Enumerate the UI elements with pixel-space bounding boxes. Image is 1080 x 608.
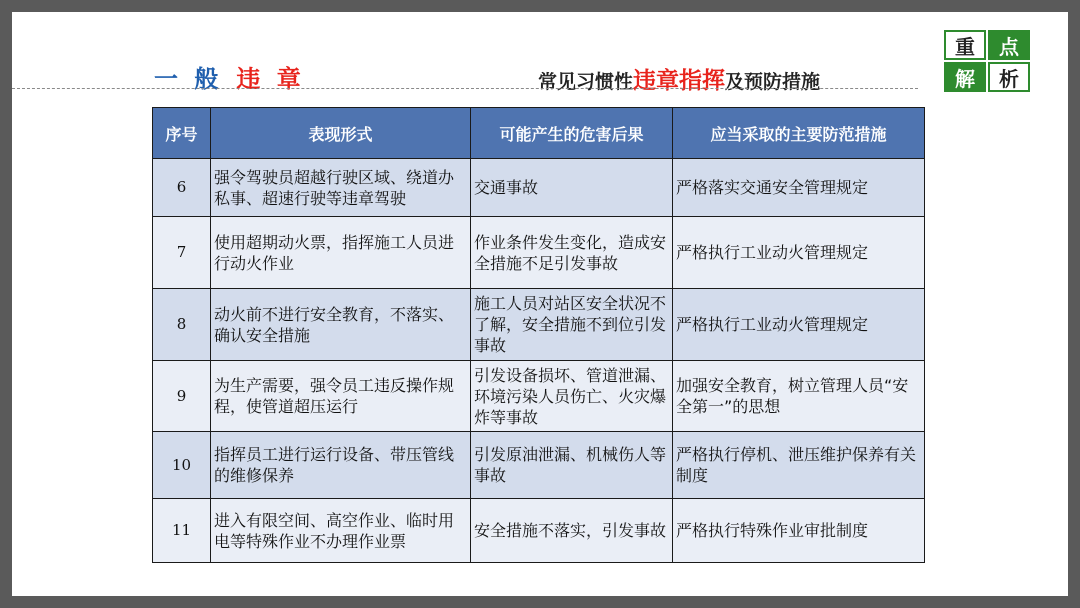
header-consequence: 可能产生的危害后果 bbox=[471, 108, 673, 159]
slide bbox=[12, 12, 1068, 596]
cell-consequence: 引发设备损坏、管道泄漏、环境污染人员伤亡、火灾爆炸等事故 bbox=[471, 361, 673, 432]
cell-consequence: 作业条件发生变化，造成安全措施不足引发事故 bbox=[471, 217, 673, 289]
cell-measure: 加强安全教育，树立管理人员“安全第一”的思想 bbox=[673, 361, 925, 432]
cell-measure: 严格执行停机、泄压维护保养有关制度 bbox=[673, 432, 925, 499]
table-row bbox=[153, 499, 925, 563]
badge-char-4: 析 bbox=[988, 62, 1030, 92]
header-divider bbox=[12, 88, 918, 89]
table-row bbox=[153, 432, 925, 499]
cell-form: 为生产需要，强令员工违反操作规程，使管道超压运行 bbox=[211, 361, 471, 432]
cell-no: 9 bbox=[153, 361, 211, 432]
violation-table bbox=[152, 107, 925, 563]
title-violation: 违 章 bbox=[236, 65, 305, 93]
table-row bbox=[153, 159, 925, 217]
cell-no: 6 bbox=[153, 159, 211, 217]
subtitle-prefix: 常见习惯性 bbox=[538, 71, 634, 93]
cell-measure: 严格执行特殊作业审批制度 bbox=[673, 499, 925, 563]
page-subtitle bbox=[538, 62, 820, 95]
badge-char-1: 重 bbox=[944, 30, 986, 60]
header-form: 表现形式 bbox=[211, 108, 471, 159]
badge-char-2: 点 bbox=[988, 30, 1030, 60]
cell-form: 强令驾驶员超越行驶区域、绕道办私事、超速行驶等违章驾驶 bbox=[211, 159, 471, 217]
cell-form: 进入有限空间、高空作业、临时用电等特殊作业不办理作业票 bbox=[211, 499, 471, 563]
cell-consequence: 安全措施不落实，引发事故 bbox=[471, 499, 673, 563]
subtitle-highlight: 违章指挥 bbox=[633, 68, 726, 94]
key-analysis-badge bbox=[944, 30, 1030, 92]
cell-no: 8 bbox=[153, 289, 211, 361]
table-header-row bbox=[153, 108, 925, 159]
header-no: 序号 bbox=[153, 108, 211, 159]
table-row bbox=[153, 361, 925, 432]
table-row bbox=[153, 289, 925, 361]
cell-form: 动火前不进行安全教育，不落实、确认安全措施 bbox=[211, 289, 471, 361]
cell-form: 指挥员工进行运行设备、带压管线的维修保养 bbox=[211, 432, 471, 499]
header-measure: 应当采取的主要防范措施 bbox=[673, 108, 925, 159]
badge-char-3: 解 bbox=[944, 62, 986, 92]
cell-measure: 严格落实交通安全管理规定 bbox=[673, 159, 925, 217]
cell-measure: 严格执行工业动火管理规定 bbox=[673, 289, 925, 361]
title-general: 一 般 bbox=[154, 65, 223, 93]
cell-consequence: 交通事故 bbox=[471, 159, 673, 217]
cell-measure: 严格执行工业动火管理规定 bbox=[673, 217, 925, 289]
cell-consequence: 引发原油泄漏、机械伤人等事故 bbox=[471, 432, 673, 499]
cell-consequence: 施工人员对站区安全状况不了解，安全措施不到位引发事故 bbox=[471, 289, 673, 361]
cell-form: 使用超期动火票，指挥施工人员进行动火作业 bbox=[211, 217, 471, 289]
cell-no: 10 bbox=[153, 432, 211, 499]
cell-no: 7 bbox=[153, 217, 211, 289]
subtitle-suffix: 及预防措施 bbox=[725, 71, 821, 93]
cell-no: 11 bbox=[153, 499, 211, 563]
table-row bbox=[153, 217, 925, 289]
